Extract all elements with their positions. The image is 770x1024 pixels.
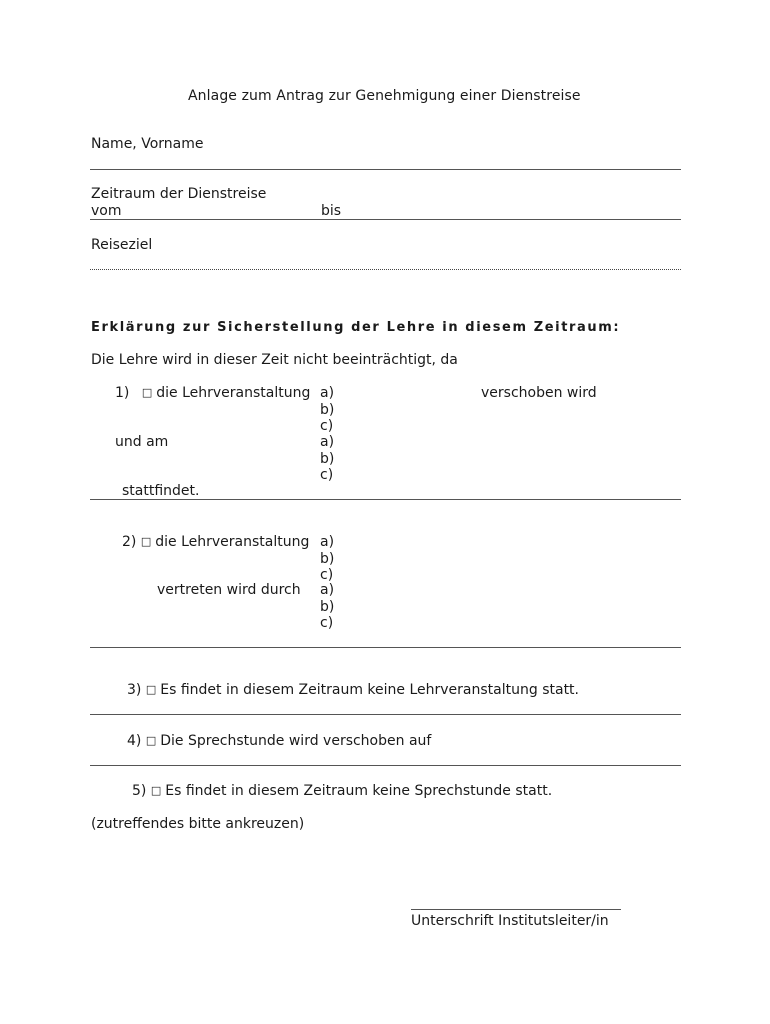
name-field-label: Name, Vorname xyxy=(91,136,204,152)
reiseziel-line xyxy=(90,269,681,270)
bis-label: bis xyxy=(321,203,342,219)
option1-und-am: und am xyxy=(115,434,169,450)
signature-line xyxy=(411,909,621,910)
signature-label: Unterschrift Institutsleiter/in xyxy=(411,913,609,929)
option2-letters-b xyxy=(320,582,334,632)
option1-letter-b: b) xyxy=(320,401,335,418)
option3-line xyxy=(90,714,681,715)
option2-letter-a: a) xyxy=(320,534,335,550)
option4-row xyxy=(127,733,431,749)
option2-letter-b2: b) xyxy=(320,598,335,615)
option1-row xyxy=(115,385,310,401)
option1-letter-c2: c) xyxy=(320,467,334,483)
option1-letters-b xyxy=(320,434,334,484)
option2-label: die Lehrveranstaltung xyxy=(155,534,310,550)
option2-vertreten: vertreten wird durch xyxy=(157,582,301,598)
name-line xyxy=(90,169,681,170)
option4-line xyxy=(90,765,681,766)
option1-letter-b2: b) xyxy=(320,450,335,467)
option2-checkbox[interactable]: □ xyxy=(140,535,152,548)
option4-number: 4) xyxy=(127,733,142,749)
reiseziel-label: Reiseziel xyxy=(91,237,153,253)
option5-number: 5) xyxy=(132,783,147,799)
option1-letter-a: a) xyxy=(320,385,335,401)
declaration-heading: Erklärung zur Sicherstellung der Lehre in diesem Zeitraum: xyxy=(91,320,621,335)
option2-number: 2) xyxy=(122,534,137,550)
option1-checkbox[interactable]: □ xyxy=(141,386,153,399)
option2-letter-c: c) xyxy=(320,567,334,583)
option1-moved: verschoben wird xyxy=(481,385,597,401)
option5-label: Es findet in diesem Zeitraum keine Sprechstunde statt. xyxy=(165,783,553,799)
option2-letter-a2: a) xyxy=(320,582,335,598)
option1-letter-c: c) xyxy=(320,418,334,434)
zeitraum-line xyxy=(90,219,681,220)
declaration-intro: Die Lehre wird in dieser Zeit nicht beeinträchtigt, da xyxy=(91,352,458,368)
option2-letters-a xyxy=(320,534,334,584)
option2-line xyxy=(90,647,681,648)
option4-checkbox[interactable]: □ xyxy=(145,734,157,747)
instruction-note: (zutreffendes bitte ankreuzen) xyxy=(91,816,305,832)
option2-letter-c2: c) xyxy=(320,615,334,631)
option2-row xyxy=(122,534,309,550)
zeitraum-label: Zeitraum der Dienstreise xyxy=(91,186,267,202)
option1-number: 1) xyxy=(115,385,130,401)
option3-row xyxy=(127,682,579,698)
option3-checkbox[interactable]: □ xyxy=(145,683,157,696)
option5-row xyxy=(132,783,552,799)
option4-label: Die Sprechstunde wird verschoben auf xyxy=(160,733,432,749)
option1-stattfindet: stattfindet. xyxy=(122,483,200,499)
option1-line xyxy=(90,499,681,500)
option1-letters-a xyxy=(320,385,334,435)
page-title: Anlage zum Antrag zur Genehmigung einer Dienstreise xyxy=(188,88,581,104)
option1-label: die Lehrveranstaltung xyxy=(156,385,311,401)
option3-number: 3) xyxy=(127,682,142,698)
vom-label: vom xyxy=(91,203,122,219)
option3-label: Es findet in diesem Zeitraum keine Lehrveranstaltung statt. xyxy=(160,682,579,698)
option2-letter-b: b) xyxy=(320,550,335,567)
option5-checkbox[interactable]: □ xyxy=(150,784,162,797)
option1-letter-a2: a) xyxy=(320,434,335,450)
